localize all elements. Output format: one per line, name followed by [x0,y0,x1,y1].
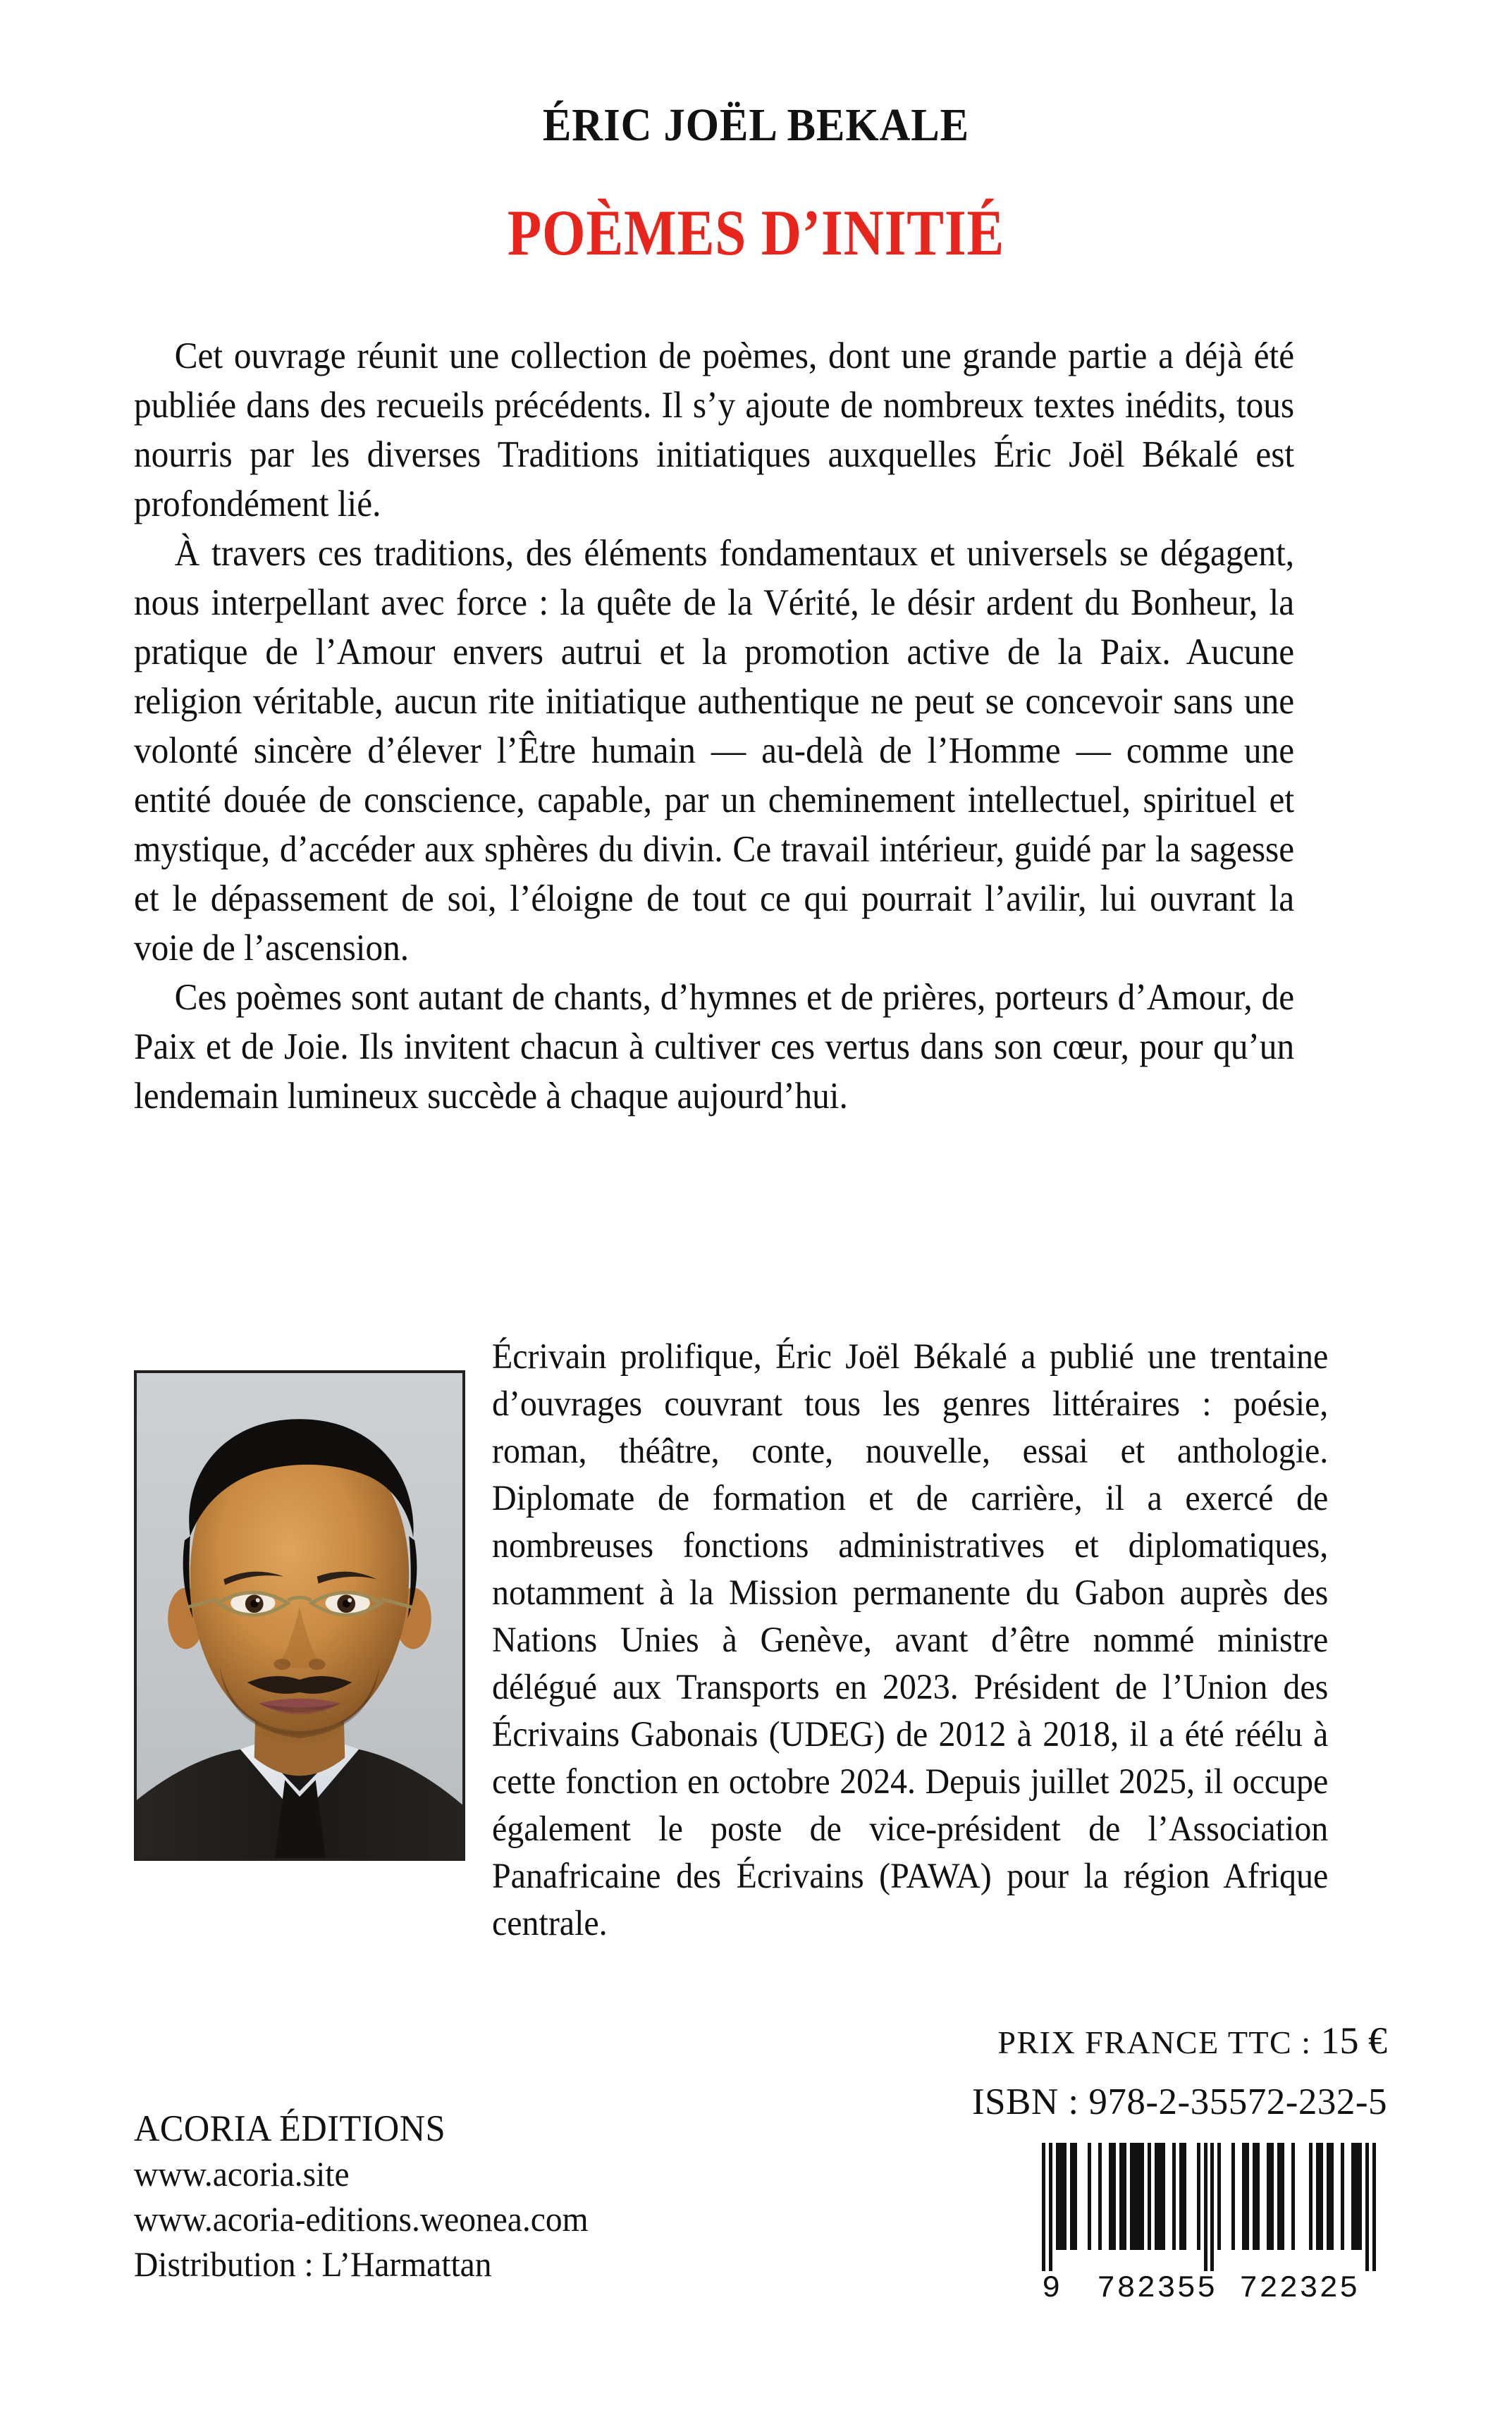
barcode-bar [1109,2143,1116,2250]
barcode-bar [1155,2143,1165,2250]
portrait-illustration [137,1373,462,1858]
isbn-barcode [1042,2143,1376,2312]
book-title: POÈMES D’INITIÉ [507,197,1005,269]
barcode-bar [1217,2143,1221,2250]
barcode-bar [1231,2143,1235,2250]
barcode-bar [1327,2143,1334,2250]
distribution-line: Distribution : L’Harmattan [134,2244,492,2284]
barcode-bar [1351,2143,1362,2250]
author-name: ÉRIC JOËL BEKALE [542,99,970,151]
author-biography [492,1334,1328,1948]
publisher-website-primary[interactable]: www.acoria.site [134,2154,350,2194]
author-portrait-photo [134,1370,465,1861]
barcode-digit-group-right: 722325 [1239,2271,1360,2306]
barcode-digit-group-left: 9 [1042,2271,1062,2306]
barcode-bar [1197,2143,1200,2250]
price-label: PRIX FRANCE TTC : [997,2024,1312,2060]
barcode-bar [1341,2143,1344,2250]
barcode-bar [1130,2143,1144,2250]
barcode-bar [1070,2143,1077,2250]
barcode-bar [1204,2143,1207,2271]
back-cover-blurb [134,331,1294,1121]
price-line [0,2019,1387,2062]
barcode-bar [1049,2143,1052,2271]
publisher-website-secondary[interactable]: www.acoria-editions.weonea.com [134,2199,589,2239]
barcode-bar [1042,2143,1045,2271]
barcode-digits [1042,2271,1376,2311]
publisher-block [134,2106,804,2287]
barcode-bar [1179,2143,1186,2250]
barcode-bar [1148,2143,1151,2250]
barcode-digit-group-mid: 782355 [1097,2271,1217,2306]
blurb-paragraph: Ces poèmes sont autant de chants, d’hymnes et de prières, porteurs d’Amour, de Paix et de Joie. Ils invitent chacun à cultiver ces vertus dans son cœur, pour qu’un lendemain lumineux succède à chaque aujourd’hui. [134,977,1295,1117]
barcode-bar [1291,2143,1295,2250]
barcode-bar [1372,2143,1376,2271]
barcode-bar [1056,2143,1067,2250]
barcode-bar [1098,2143,1102,2250]
author-biography-text: Écrivain prolifique, Éric Joël Békalé a publié une trentaine d’ouvrages couvrant tous les genres littéraires : poésie, roman, théâtre, conte, nouvelle, essai et anthologie. Diplomate de formation et de carrière, il a exercé de nombreuses fonctions administratives et diplomatiques, notamment à la Mission permanente du Gabon auprès des Nations Unies à Genève, avant d’être nommé ministre délégué aux Transports en 2023. Président de l’Union des Écrivains Gabonais (UDEG) de 2012 à 2018, il a été réélu à cette fonction en octobre 2024. Depuis juillet 2025, il occupe également le poste de vice-président de l’Association Panafricaine des Écrivains (PAWA) pour la région Afrique centrale. [492,1337,1329,1943]
barcode-bar [1309,2143,1313,2250]
publisher-name: ACORIA ÉDITIONS [134,2108,446,2149]
barcode-bar [1277,2143,1284,2250]
barcode-bar [1210,2143,1214,2271]
barcode-bar [1088,2143,1091,2250]
barcode-bar [1365,2143,1369,2271]
blurb-paragraph: À travers ces traditions, des éléments fondamentaux et universels se dégagent, nous interpellant avec force : la quête de la Vérité, le désir ardent du Bonheur, la pratique de l’Amour envers autrui et la promotion active de la Paix. Aucune religion véritable, aucun rite initiatique authentique ne peut se concevoir sans une volonté sincère d’élever l’Être humain — au-delà de l’Homme — comme une entité douée de conscience, capable, par un cheminement intellectuel, spirituel et mystique, d’accéder aux sphères du divin. Ce travail intérieur, guidé par la sagesse et le dépassement de soi, l’éloigne de tout ce qui pourrait l’avilir, lui ouvrant la voie de l’ascension. [134,533,1295,968]
barcode-bar [1316,2143,1323,2250]
barcode-bars [1042,2143,1376,2271]
barcode-bar [1172,2143,1176,2250]
isbn-line: ISBN : 978-2-35572-232-5 [971,2081,1387,2122]
blurb-paragraph: Cet ouvrage réunit une collection de poèmes, dont une grande partie a déjà été publiée dans des recueils précédents. Il s’y ajoute de nombreux textes inédits, tous nourris par les diverses Traditions initiatiques auxquelles Éric Joël Békalé est profondément lié. [134,336,1295,524]
barcode-bar [1253,2143,1260,2250]
barcode-bar [1267,2143,1274,2250]
barcode-bar [1119,2143,1126,2250]
barcode-bar [1242,2143,1249,2250]
price-value: 15 € [1320,2019,1387,2062]
